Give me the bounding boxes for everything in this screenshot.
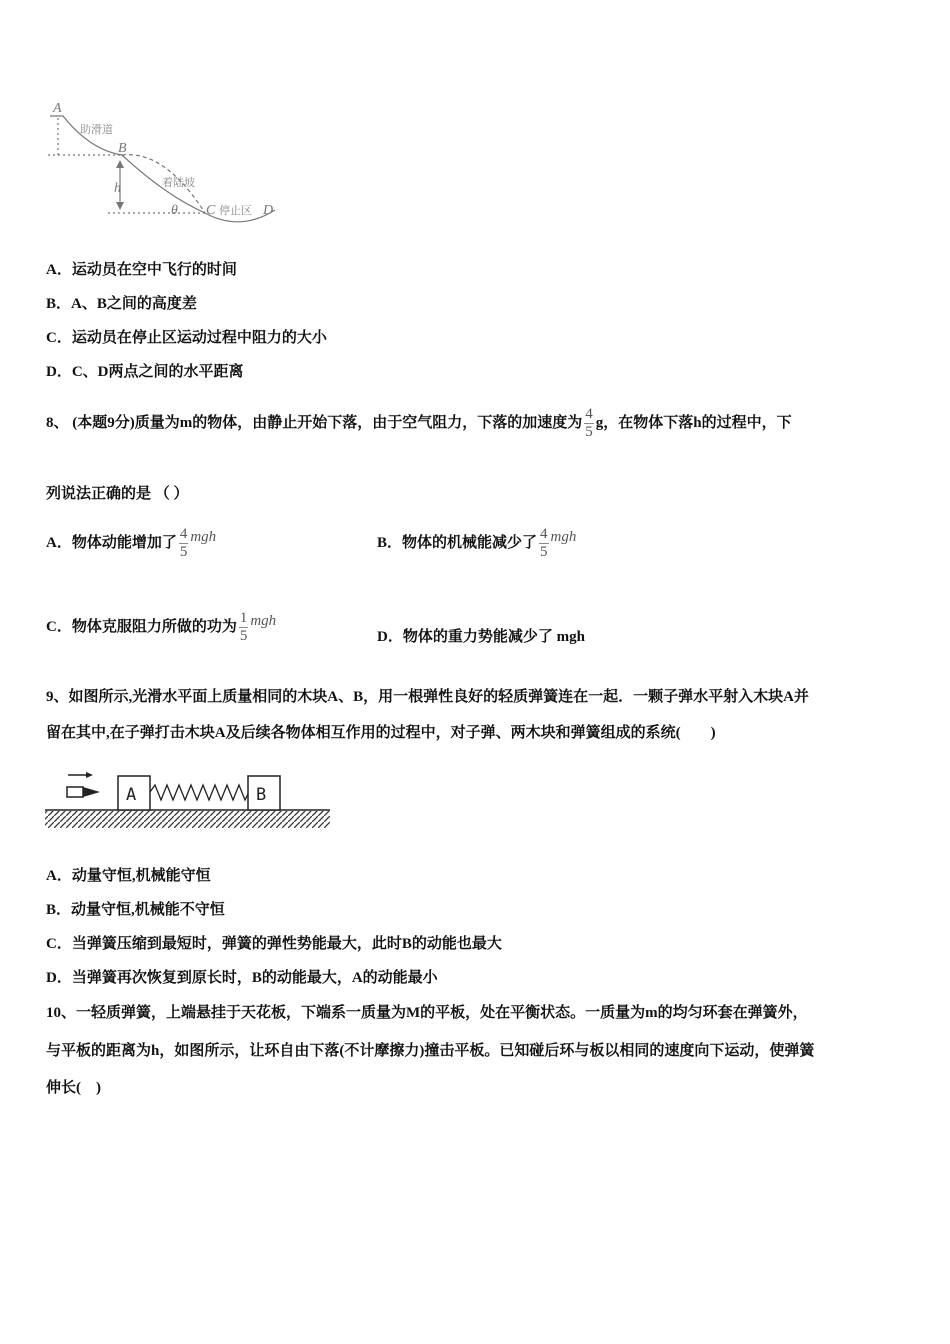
q7-option-d: D．C、D两点之间的水平距离 xyxy=(46,364,244,380)
spring-blocks-diagram xyxy=(0,0,340,840)
block-a-label: A xyxy=(126,785,137,805)
q8-stem-part1: 8、 (本题9分)质量为m的物体，由静止开始下落，由于空气阻力，下落的加速度为 xyxy=(46,414,583,431)
q10-stem-line1: 10、一轻质弹簧，上端悬挂于天花板，下端系一质量为M的平板，处在平衡状态。一质量为m的均匀环套在弹簧外， xyxy=(46,1005,808,1021)
q8-option-b: B．物体的机械能减少了 $\frac{4}{5}$ mgh xyxy=(377,526,577,560)
q7-option-c: C．运动员在停止区运动过程中阻力的大小 xyxy=(46,330,327,346)
q8-stem-line2: 列说法正确的是 （ ） xyxy=(46,486,189,502)
q8-option-c: C．物体克服阻力所做的功为 $\frac{1}{5}$ mgh xyxy=(46,610,277,644)
q9-option-b: B．动量守恒,机械能不守恒 xyxy=(46,902,225,918)
q10-stem-line2: 与平板的距离为h，如图所示，让环自由下落(不计摩擦力)撞击平板。已知碰后环与板以相同的速度向下运动，使弹簧 xyxy=(46,1043,815,1059)
q7-option-a: A．运动员在空中飞行的时间 xyxy=(46,262,237,278)
q9-stem-line1: 9、如图所示,光滑水平面上质量相同的木块A、B，用一根弹性良好的轻质弹簧连在一起．一颗子弹水平射入木块A并 xyxy=(46,689,809,705)
q8-option-d: D．物体的重力势能减少了 mgh xyxy=(377,629,585,645)
q9-option-a: A．动量守恒,机械能守恒 xyxy=(46,868,211,884)
q9-option-d: D．当弹簧再次恢复到原长时，B的动能最大，A的动能最小 xyxy=(46,970,438,986)
label-c: C xyxy=(206,203,216,218)
q8-option-a: A．物体动能增加了 $\frac{4}{5}$ mgh xyxy=(46,526,217,560)
label-slope: 着陆坡 xyxy=(162,176,195,189)
q9-option-c: C．当弹簧压缩到最短时，弹簧的弹性势能最大，此时B的动能也最大 xyxy=(46,936,502,952)
q8-stem-part2: g，在物体下落h的过程中，下 xyxy=(595,414,792,431)
label-h: h xyxy=(114,181,121,196)
block-b-label: B xyxy=(256,785,267,805)
fraction: $\frac{4}{5}$ xyxy=(585,406,593,440)
label-a: A xyxy=(53,101,62,116)
q10-stem-line3: 伸长( ) xyxy=(46,1080,101,1096)
q7-option-b: B．A、B之间的高度差 xyxy=(46,296,197,312)
q9-stem-line2: 留在其中,在子弹打击木块A及后续各物体相互作用的过程中，对子弹、两木块和弹簧组成的系统( ) xyxy=(46,725,716,741)
label-ramp: 助滑道 xyxy=(80,123,113,136)
label-theta: θ xyxy=(171,203,178,218)
label-d: D xyxy=(263,203,274,218)
label-stop: 停止区 xyxy=(219,204,252,217)
label-b: B xyxy=(118,141,127,156)
